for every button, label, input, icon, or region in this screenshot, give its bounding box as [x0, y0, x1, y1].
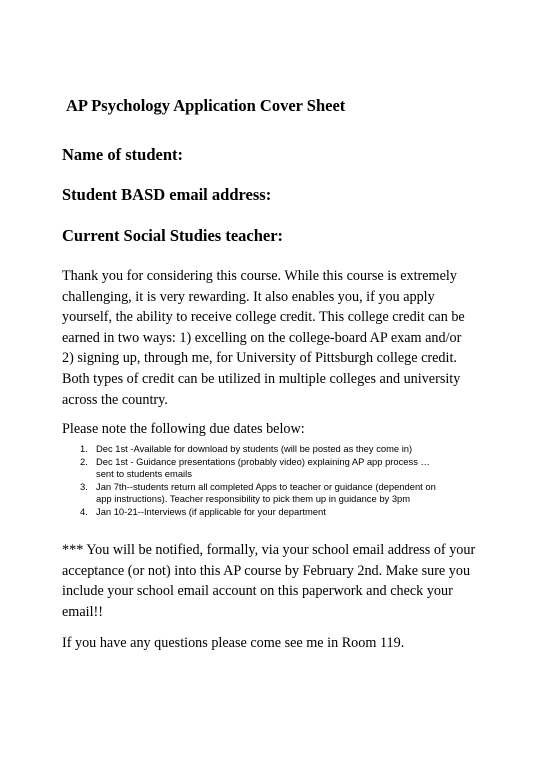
due-dates-list — [80, 443, 500, 519]
intro-line: 2) signing up, through me, for University of Pittsburgh college credit. — [62, 350, 457, 367]
notice-paragraph — [62, 540, 502, 622]
notice-line: email!! — [62, 603, 103, 620]
student-email-label: Student BASD email address: — [62, 185, 272, 204]
list-item — [80, 506, 500, 518]
list-item — [80, 481, 500, 505]
list-item-number: 1. — [80, 443, 88, 454]
list-item-text: app instructions). Teacher responsibility to pick them up in guidance by 3pm — [96, 493, 411, 504]
notice-line: include your school email account on this paperwork and check your — [62, 583, 453, 600]
list-item-text: Jan 10-21--Interviews (if applicable for your department — [96, 506, 326, 517]
intro-line: earned in two ways: 1) excelling on the college-board AP exam and/or — [62, 329, 462, 346]
questions-note: If you have any questions please come see me in Room 119. — [62, 635, 405, 651]
teacher-label: Current Social Studies teacher: — [62, 226, 284, 245]
list-item-number: 3. — [80, 481, 88, 492]
list-item — [80, 443, 500, 455]
list-item — [80, 456, 500, 480]
list-item-text: Jan 7th--students return all completed Apps to teacher or guidance (dependent on — [96, 481, 436, 492]
list-item-number: 2. — [80, 456, 88, 467]
notice-line: *** You will be notified, formally, via your school email address of your — [62, 542, 476, 558]
list-item-text: sent to students emails — [96, 468, 192, 479]
list-item-number: 4. — [80, 506, 88, 517]
intro-paragraph — [62, 266, 492, 410]
intro-line: Both types of credit can be utilized in multiple colleges and university — [62, 370, 461, 387]
intro-line: across the country. — [62, 391, 168, 408]
intro-line: challenging, it is very rewarding. It also enables you, if you apply — [62, 288, 435, 305]
document-title: AP Psychology Application Cover Sheet — [66, 96, 346, 115]
notice-line: acceptance (or not) into this AP course by February 2nd. Make sure you — [62, 562, 471, 579]
student-name-label: Name of student: — [62, 145, 183, 164]
intro-line: Thank you for considering this course. While this course is extremely — [62, 268, 457, 284]
list-item-text: Dec 1st - Guidance presentations (probably video) explaining AP app process … — [96, 456, 430, 467]
dates-heading: Please note the following due dates below: — [62, 421, 305, 437]
list-item-text: Dec 1st -Available for download by students (will be posted as they come in) — [96, 443, 413, 454]
intro-line: yourself, the ability to receive college credit. This college credit can be — [62, 309, 465, 326]
